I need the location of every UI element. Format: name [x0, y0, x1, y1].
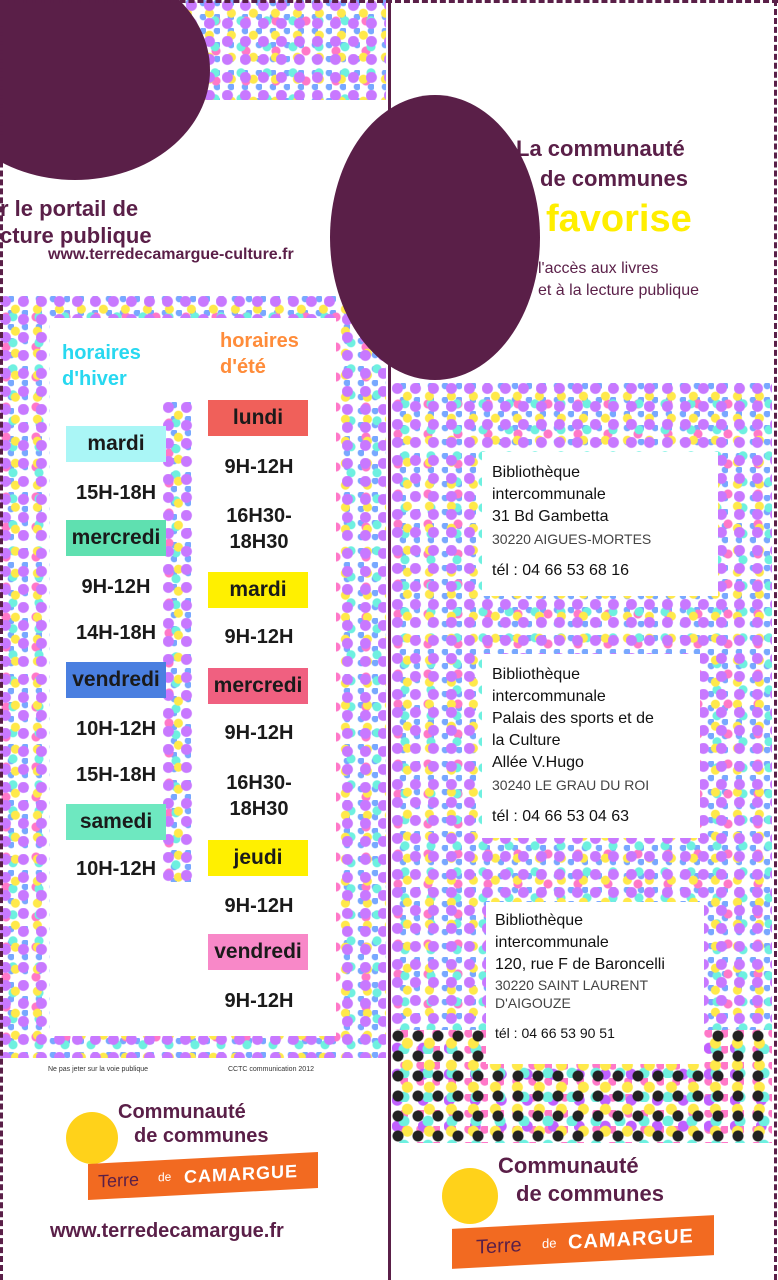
winter-title: horaires d'hiver: [62, 342, 141, 390]
top-dashed-border: [0, 0, 778, 3]
right-subtitle: l'accès aux livres et à la lecture publique: [538, 260, 699, 299]
sun-logo-icon: [66, 1112, 118, 1164]
winter-time: 15H-18H: [75, 764, 157, 786]
winter-day-mardi: mardi: [66, 426, 166, 462]
summer-day-jeudi: jeudi: [208, 840, 308, 876]
left-dashed-border: [0, 0, 3, 1280]
summer-time: 16H30- 18H30: [226, 772, 292, 820]
summer-day-mardi: mardi: [208, 572, 308, 608]
winter-day-vendredi: vendredi: [66, 662, 166, 698]
winter-time: 9H-12H: [81, 576, 151, 598]
winter-time: 10H-12H: [75, 718, 157, 740]
summer-time: 9H-12H: [224, 722, 294, 744]
summer-time: 16H30- 18H30: [226, 505, 292, 553]
purple-blob-shape: [0, 0, 210, 180]
winter-time: 15H-18H: [75, 482, 157, 504]
footnote-left: Ne pas jeter sur la voie publique: [48, 1066, 149, 1073]
summer-day-vendredi: vendredi: [208, 934, 308, 970]
summer-time: 9H-12H: [224, 456, 294, 478]
footnote-right: CCTC communication 2012: [228, 1066, 314, 1073]
library-saint-laurent: Bibliothèque intercommunale 120, rue F de Baroncelli 30220 SAINT LAURENT D'AIGOUZE tél : 04 66 53 90 51: [495, 912, 665, 1041]
right-dashed-border: [774, 0, 777, 1280]
purple-blob-shape: [330, 95, 540, 380]
winter-time: 14H-18H: [75, 622, 157, 644]
winter-time: 10H-12H: [75, 858, 157, 880]
summer-title: horaires d'été: [220, 330, 299, 378]
summer-time: 9H-12H: [224, 626, 294, 648]
right-title: La communauté de communes: [516, 136, 688, 191]
sun-logo-icon: [442, 1168, 498, 1224]
favorise-text: favorise: [546, 198, 692, 240]
winter-day-samedi: samedi: [66, 804, 166, 840]
summer-time: 9H-12H: [224, 895, 294, 917]
summer-day-mercredi: mercredi: [208, 668, 308, 704]
portal-text: nue r le portail de cture publique: [0, 169, 152, 248]
library-le-grau-du-roi: Bibliothèque intercommunale Palais des sports et de la Culture Allée V.Hugo 30240 LE GRAU DU ROI tél : 04 66 53 04 63: [492, 666, 654, 825]
portal-url[interactable]: www.terredecamargue-culture.fr: [48, 246, 294, 263]
logo-text: Communauté de communes: [498, 1153, 664, 1206]
center-fold-line: [388, 0, 391, 1280]
logo-text: Communauté de communes: [118, 1101, 269, 1147]
winter-day-mercredi: mercredi: [66, 520, 166, 556]
website-url[interactable]: www.terredecamargue.fr: [50, 1220, 284, 1242]
summer-time: 9H-12H: [224, 990, 294, 1012]
library-aigues-mortes: Bibliothèque intercommunale 31 Bd Gambetta 30220 AIGUES-MORTES tél : 04 66 53 68 16: [492, 464, 652, 579]
summer-day-lundi: lundi: [208, 400, 308, 436]
terre-de-camargue-ribbon: Terre de CAMARGUE: [88, 1152, 318, 1200]
terre-de-camargue-ribbon: Terre de CAMARGUE: [452, 1215, 714, 1269]
